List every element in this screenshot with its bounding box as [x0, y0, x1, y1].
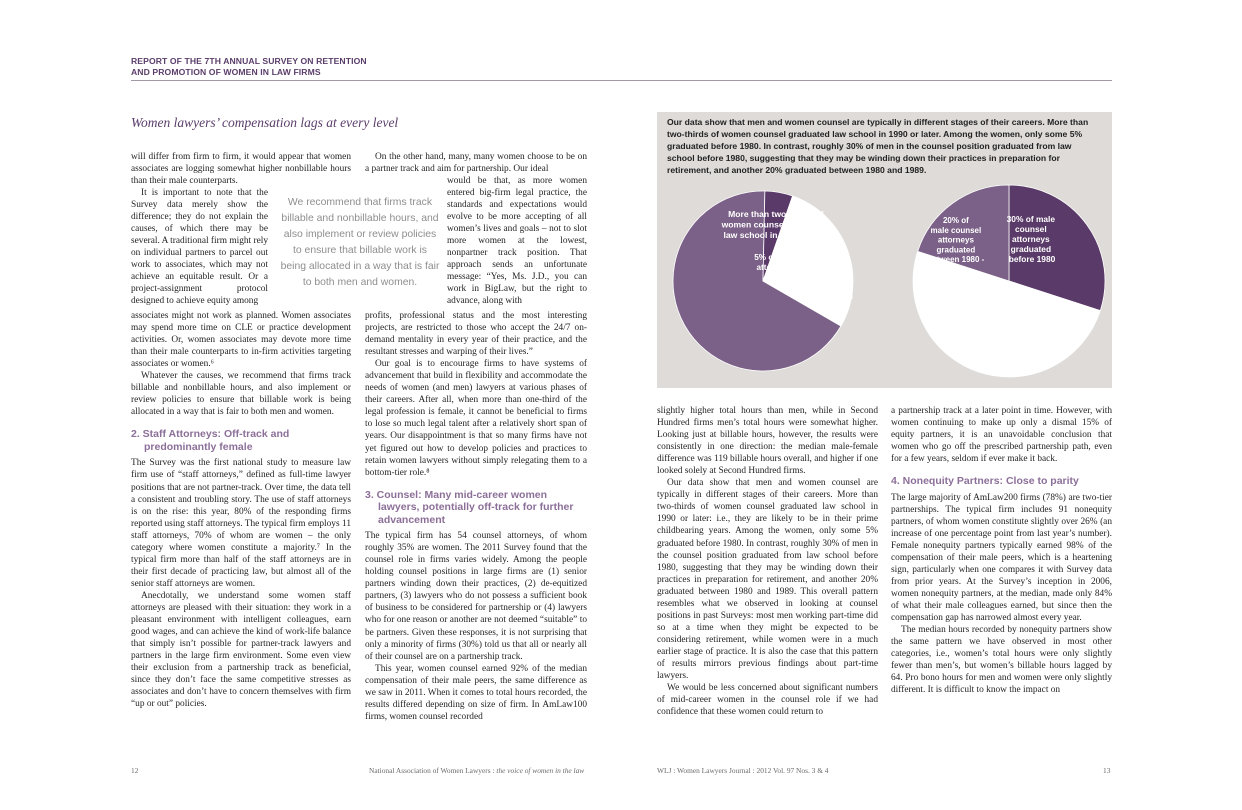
footer-journal-abbr: WLJ [657, 766, 672, 775]
pie2-label-1980-1989: 20% of male counsel attorneys graduated between 1980 - 1989 [927, 216, 985, 274]
column-2 [365, 151, 587, 175]
subheading-nonequity-partners: 4. Nonequity Partners: Close to parity [891, 475, 1079, 488]
footer-separator: : [673, 766, 676, 775]
footer-tagline: the voice of women in the law [496, 766, 585, 775]
column-1-lower [131, 310, 351, 710]
paragraph: On the other hand, many, many women choose to be on a partner track and aim for partnership. Our ideal [365, 152, 587, 175]
paragraph: Anecdotally, we understand some women staff attorneys are pleased with their situation: they work in a pleasant environment with intelligent colleagues, earn good wages, and can achieve the kind of work-life balance that simply isn’t possible for partner-track lawyers and partners in the large firm environment. Some even view their exclusion from a partnership track as beneficial, since they don’t face the same competitive stresses as associates and don’t have to concern themselves with firm “up or out” policies. [131, 590, 351, 710]
footer-journal-name: Women Lawyers Journal [677, 766, 751, 775]
footer-right-text [657, 766, 829, 775]
paragraph: Our goal is to encourage firms to have systems of advancement that build in flexibility and accommodate the needs of women (and men) lawyers at various phases of their careers. After all, when more than one-third of the legal profession is female, it cannot be beneficial to firms to lose so much legal talent after a relatively short span of years. Our disappointment is that so many firms have not yet figured out how to develop policies and practices to retain women lawyers without simply relegating them to a bottom-tier role.⁸ [365, 359, 587, 478]
page-number-right: 13 [1103, 766, 1111, 775]
paragraph: will differ from firm to firm, it would appear that women associates are logging somewhat higher nonbillable hours than their male counterparts. [131, 152, 351, 187]
column-3 [657, 405, 878, 718]
paragraph: It is important to note that the Survey data merely show the difference; they do not explain the causes, of which there may be several. A traditional firm might rely on individual partners to parcel out work to associates, which may not achieve an equitable result. Or a project-assignment protocol designed to achieve equity among [131, 188, 269, 307]
subheading-counsel: 3. Counsel: Many mid-career women lawyers, potentially off-track for further advancement [365, 488, 574, 526]
paragraph: slightly higher total hours than men, while in Second Hundred firms men’s total hours were somewhat higher. Looking just at billable hours, however, the results were consistently in one direction: the median male-female difference was 119 billable hours overall, and higher if one looked solely at Second Hundred firms. [657, 406, 878, 477]
paragraph: The median hours recorded by nonequity partners show the same pattern we have observed in most other categories, i.e., women’s total hours were only slightly fewer than men’s, but women’s billable hours lagged by 64. Pro bono hours for men and women were only slightly different. It is difficult to know the impact on [891, 625, 1112, 696]
header-rule [131, 80, 1112, 81]
report-header [131, 56, 391, 78]
page-number-left: 12 [131, 766, 139, 775]
column-2-wrap [447, 175, 587, 308]
paragraph: The typical firm has 54 counsel attorneys, of whom roughly 35% are women. The 2011 Survey found that the counsel role in firms varies widely. Among the people holding counsel positions in large firms are (1) senior partners winding down their practices, (2) de-equitized partners, (3) lawyers who do not possess a sufficient book of business to be considered for partnership or (4) lawyers who for one reason or another are not deemed “suitable” to be partners. Given these responses, it is not surprising that only a minority of firms (30%) told us that all or nearly all of their counsel are on a partnership track. [365, 531, 587, 662]
subheading-staff-attorneys: 2. Staff Attorneys: Off-track and predominantly female [131, 428, 290, 453]
footer-separator: : [492, 766, 495, 775]
paragraph: The large majority of AmLaw200 firms (78%) are two-tier partnerships. The typical firm includes 91 nonequity partners, of whom women constitute slightly over 26% (an increase of one percentage point from last year’s number). Female nonequity partners typically earned 98% of the compensation of their male peers, which is a heartening sign, particularly when one compares it with Survey data from prior years. At the Survey’s inception in 2006, women nonequity partners, at the median, made only 84% of what their male colleagues earned, but since then the compensation gap has narrowed almost every year. [891, 492, 1112, 624]
paragraph: The Survey was the first national study to measure law firm use of “staff attorneys,” defined as full-time lawyer positions that are not partner-track. Over time, the data tell a consistent and troubling story. The use of staff attorneys is on the rise: this year, 80% of the responding firms reported using staff attorneys. The typical firm employs 11 staff attorneys, 70% of whom are women – the only category where women constitute a majority.⁷ In the typical firm more than half of the staff attorneys are in their first decade of practicing law, but almost all of the senior staff attorneys are women. [131, 458, 351, 589]
paragraph: associates might not work as planned. Women associates may spend more time on CLE or practice development activities. Or, women associates may devote more time than their male counterparts to in-firm activities targeting associates or women.⁶ [131, 311, 351, 370]
pie-charts [657, 175, 1112, 388]
pie1-small-label: 5% of female counsel attorneys graduated before 1980 [754, 253, 838, 282]
column-1-wrap [131, 187, 268, 307]
report-header-line1: REPORT OF THE 7TH ANNUAL SURVEY ON RETENTION [131, 56, 367, 66]
chart-caption: Our data show that men and women counsel are typically in different stages of their careers. More than two-thirds of women counsel graduated law school in 1990 or later. Among the women, only some 5% graduated before 1980. In contrast, roughly 30% of men in the counsel position graduated from law school before 1980, suggesting that they may be winding down their practices in preparation for retirement, and another 20% graduated between 1980 and 1989. [667, 117, 1089, 175]
footer-separator: : [752, 766, 755, 775]
paragraph: This year, women counsel earned 92% of the median compensation of their male peers, the same difference as we saw in 2011. When it comes to total hours recorded, the results differed depending on size of firm. In AmLaw100 firms, women counsel recorded [365, 663, 587, 722]
paragraph: Our data show that men and women counsel are typically in different stages of their careers. More than two-thirds of women counsel graduated law school in 1990 or later: i.e., they are likely to be in their prime childbearing years. Among the women, only some 5% graduated before 1980. In contrast, roughly 30% of men in the counsel position graduated from law school before 1980, suggesting that they may be winding down their practices in preparation for retirement, and another 20% graduated between 1980 and 1989. This overall pattern resembles what we observed in looking at counsel positions in past Surveys: most men working part-time did so at a time when they might be expected to be considering retirement, while women were in a much earlier stage of practice. It is also the case that this pattern of results mirrors previous findings about part-time lawyers. [657, 478, 878, 682]
pie1-main-label: More than two-thirds of women counsel graduated law school in 1990 or later [721, 209, 831, 240]
report-header-line2: AND PROMOTION OF WOMEN IN LAW FIRMS [131, 67, 321, 77]
footer-volume: 2012 Vol. 97 Nos. 3 & 4 [756, 766, 829, 775]
paragraph: profits, professional status and the most interesting projects, are restricted to those who accept the 24/7 on-demand mentality in every year of their practice, and the resultant stresses and warping of their lives.” [365, 311, 587, 358]
pull-quote: We recommend that firms track billable and nonbillable hours, and also implement or review policies to ensure that billable work is being allocated in a way that is fair to both men and women. [280, 197, 440, 288]
pie2-label-before-1980: 30% of male counsel attorneys graduated before 1980 [1006, 214, 1056, 264]
column-2-lower [365, 310, 587, 723]
column-1 [131, 151, 351, 187]
paragraph: a partnership track at a later point in time. However, with women continuing to make up only a dismal 15% of equity partners, it is an unavoidable conclusion that women who go off the prescribed partnership path, even for a few years, seldom if ever make it back. [891, 406, 1112, 465]
paragraph: Whatever the causes, we recommend that firms track billable and nonbillable hours, and also implement or review policies to ensure that billable work is being allocated in a way that is fair to both men and women. [131, 371, 351, 418]
column-4 [891, 405, 1112, 697]
paragraph: We would be less concerned about significant numbers of mid-career women in the counsel role if we had confidence that these women could return to [657, 683, 878, 718]
footer-left-text [369, 766, 584, 775]
paragraph: would be that, as more women entered big-firm legal practice, the standards and expectations would evolve to be more accepting of all women’s lives and goals – not to slot more women at the lowest, nonpartner track position. That approach sends an unfortunate message: “Yes, Ms. J.D., you can work in BigLaw, but the right to advance, along with [447, 176, 587, 307]
footer-org: National Association of Women Lawyers [369, 766, 491, 775]
section-title: Women lawyers’ compensation lags at every level [131, 115, 399, 130]
